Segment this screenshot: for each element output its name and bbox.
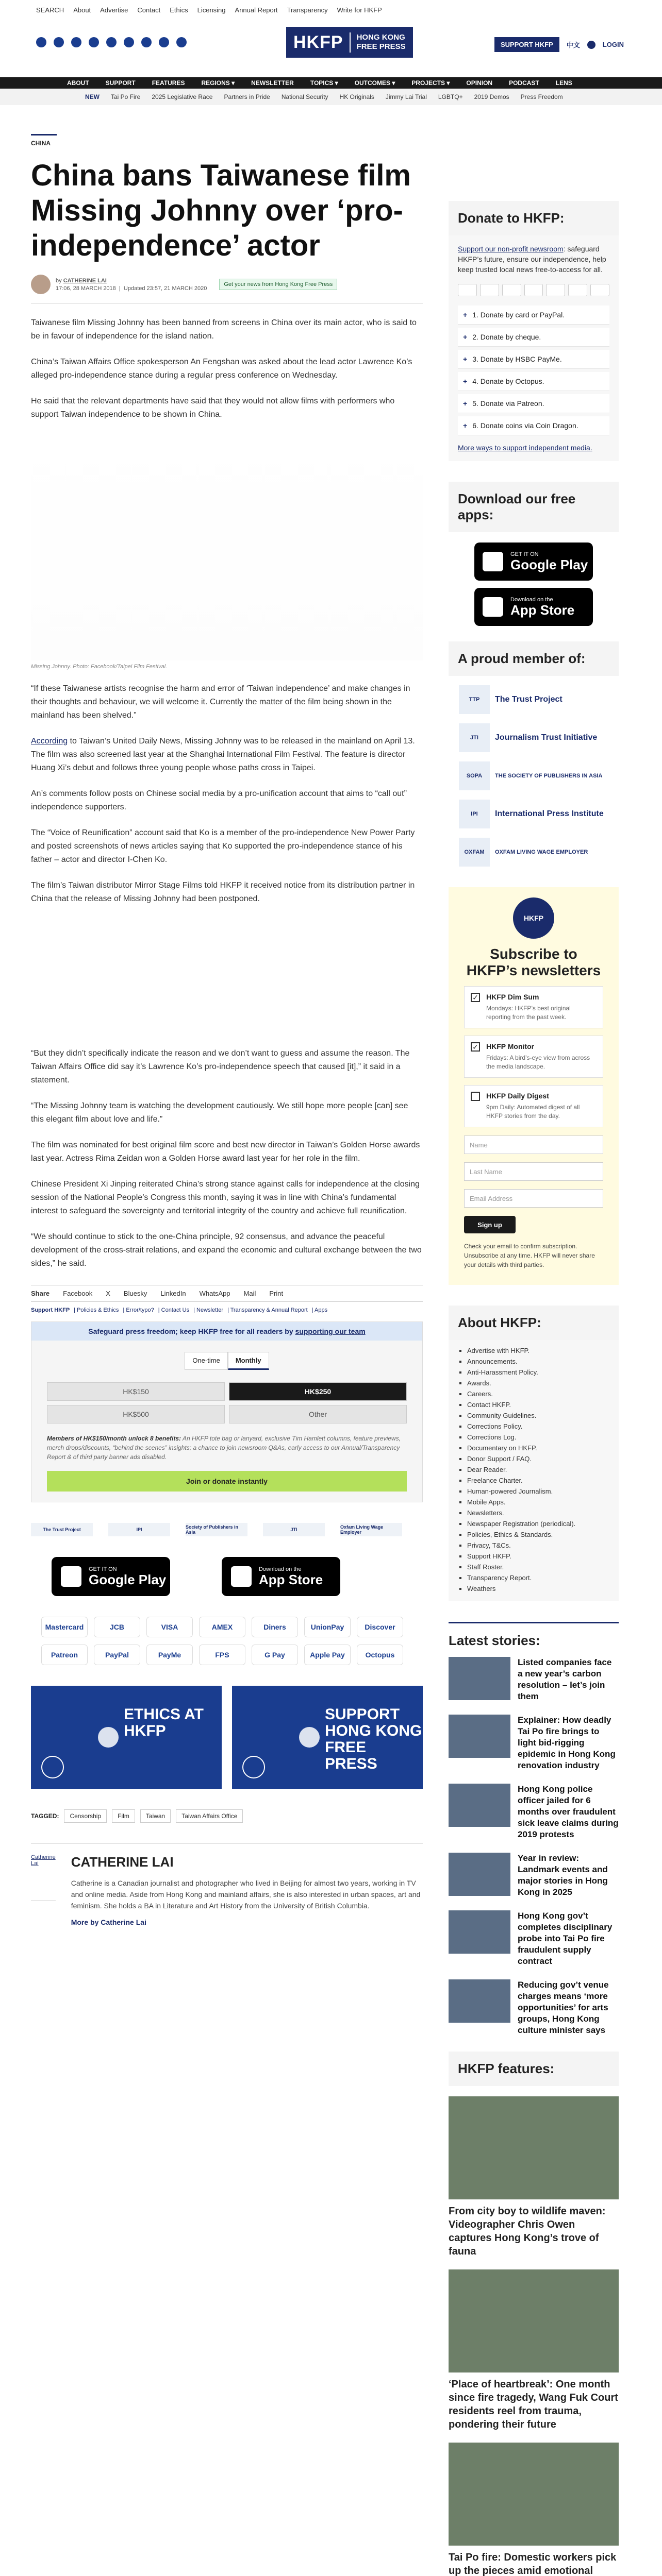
- util-link-licensing[interactable]: Licensing: [197, 6, 226, 14]
- payment-icon: UnionPay: [304, 1617, 351, 1637]
- category-link[interactable]: CHINA: [31, 134, 57, 147]
- amount-option-selected[interactable]: HK$250: [229, 1382, 407, 1401]
- feature-story[interactable]: From city boy to wildlife maven: Videographer Chris Owen captures Hong Kong’s trove of fauna: [449, 2096, 619, 2258]
- latest-story[interactable]: Hong Kong police officer jailed for 6 months over fraudulent sick leave claims during 2019 protests: [449, 1784, 619, 1840]
- util-link-transparency[interactable]: Transparency: [287, 6, 328, 14]
- trending-link[interactable]: National Security: [281, 93, 328, 100]
- trending-link[interactable]: 2025 Legislative Race: [152, 93, 213, 100]
- share-print[interactable]: Print: [269, 1290, 284, 1297]
- story-thumbnail: [449, 1853, 510, 1896]
- story-thumbnail: [449, 1910, 510, 1954]
- apps-title: Download our free apps:: [449, 482, 619, 532]
- promo-title: SUPPORT HONG KONG FREE PRESS: [325, 1706, 422, 1772]
- about-link[interactable]: ▪ Community Guidelines.: [467, 1410, 619, 1421]
- story-thumbnail: [449, 1715, 510, 1758]
- trending-bar: [0, 89, 662, 105]
- article-paragraph: Taiwanese film Missing Johnny has been banned from screens in China over its main actor, who is said to be in favour of independence for the island nation.: [31, 318, 417, 341]
- story-thumbnail: [449, 1657, 510, 1700]
- feature-image: [449, 2443, 619, 2546]
- plus-icon: +: [463, 377, 468, 385]
- article-tags: [31, 1809, 423, 1823]
- visa-icon: [480, 284, 499, 296]
- features-title: HKFP features:: [449, 2052, 619, 2086]
- tag-link[interactable]: Taiwan: [140, 1809, 171, 1823]
- footer-link[interactable]: Apps: [315, 1307, 328, 1313]
- util-link-about[interactable]: About: [73, 6, 91, 14]
- payment-icon: Diners: [252, 1617, 298, 1637]
- article-paragraph: “The Missing Johnny team is watching the development cautiously. We still hope more people [can] see this elegant film about love and life.”: [31, 1101, 408, 1124]
- trending-link[interactable]: HK Originals: [339, 93, 374, 100]
- util-link-contact[interactable]: Contact: [137, 6, 161, 14]
- feature-story[interactable]: ‘Place of heartbreak’: One month since fire tragedy, Wang Fuk Court residents reel from trauma, pondering their future: [449, 2269, 619, 2431]
- about-link[interactable]: ▪ Dear Reader.: [467, 1464, 619, 1475]
- nav-opinion[interactable]: OPINION: [466, 79, 493, 87]
- author-image[interactable]: Catherine Lai: [31, 1854, 56, 1901]
- article: [31, 134, 423, 1928]
- latest-story[interactable]: Explainer: How deadly Tai Po fire brings to light bid-rigging epidemic in Hong Kong renovation industry: [449, 1715, 619, 1771]
- share-bluesky[interactable]: Bluesky: [123, 1290, 147, 1297]
- logo-sub: HONG KONG FREE PRESS: [356, 33, 406, 51]
- apple-icon: [231, 1566, 252, 1587]
- last-name-field[interactable]: Last Name: [464, 1162, 603, 1181]
- trending-link[interactable]: Tai Po Fire: [111, 93, 141, 100]
- play-icon[interactable]: [98, 1727, 119, 1748]
- share-bar: [31, 1285, 423, 1302]
- amount-option[interactable]: HK$150: [47, 1382, 225, 1401]
- about-link[interactable]: ▪ Corrections Log.: [467, 1432, 619, 1443]
- amount-option[interactable]: Other: [229, 1405, 407, 1423]
- instagram-icon[interactable]: [71, 37, 81, 47]
- monthly-tab[interactable]: Monthly: [228, 1352, 269, 1370]
- support-promo[interactable]: [232, 1686, 423, 1789]
- partner-logo: JTI: [263, 1523, 325, 1536]
- mastercard-icon: [458, 284, 477, 296]
- bluesky-icon[interactable]: [159, 37, 169, 47]
- threads-icon[interactable]: [89, 37, 99, 47]
- article-footer-links: Support HKFP | Policies & Ethics | Error/typo? | Contact Us | Newsletter | Transparency & Annual Report | Apps: [31, 1307, 328, 1313]
- about-link[interactable]: ▪ Policies, Ethics & Standards.: [467, 1529, 619, 1540]
- ethics-promo[interactable]: [31, 1686, 222, 1789]
- feature-image: [449, 2096, 619, 2199]
- newsletter-option[interactable]: ✓ HKFP Monitor Fridays: A bird’s-eye view from across the media landscape.: [464, 1036, 603, 1078]
- amex-icon: [502, 284, 521, 296]
- latest-story[interactable]: Reducing gov’t venue charges means ‘more opportunities’ for arts groups, Hong Kong culture minister says: [449, 1979, 619, 2036]
- payment-icon: Mastercard: [41, 1617, 88, 1637]
- about-link[interactable]: ▪ Mobile Apps.: [467, 1497, 619, 1507]
- footer-link[interactable]: Contact Us: [161, 1307, 190, 1313]
- article-paragraph: The “Voice of Reunification” account said that Ko is a member of the pro-independence New Power Party and posted screenshots of news articles saying that Ko supported the pro-independence stance of his father – actor and director I-Chen Ko.: [31, 828, 415, 864]
- member-logo[interactable]: IPI International Press Institute: [459, 800, 619, 828]
- about-link[interactable]: ▪ Anti-Harassment Policy.: [467, 1367, 619, 1378]
- partner-logo: The Trust Project: [31, 1523, 93, 1536]
- newsletter-title: Subscribe to HKFP’s newsletters: [466, 946, 601, 978]
- x-icon[interactable]: [54, 37, 64, 47]
- unionpay-icon: [524, 284, 543, 296]
- about-link[interactable]: ▪ Privacy, T&Cs.: [467, 1540, 619, 1551]
- chinese-language-link[interactable]: 中文: [566, 41, 580, 49]
- payment-icon: FPS: [199, 1645, 245, 1665]
- feature-story[interactable]: Tai Po fire: Domestic workers pick up the pieces amid emotional: [449, 2443, 619, 2576]
- member-logo[interactable]: TTP The Trust Project: [459, 685, 619, 714]
- linkedin-icon[interactable]: [124, 37, 134, 47]
- donate-headline: Safeguard press freedom; keep HKFP free for all readers by supporting our team: [31, 1322, 422, 1341]
- partner-logos: [31, 1523, 423, 1536]
- about-link[interactable]: ▪ Human-powered Journalism.: [467, 1486, 619, 1497]
- about-title: About HKFP:: [449, 1306, 619, 1340]
- partner-logo: Society of Publishers in Asia: [186, 1523, 247, 1536]
- checkbox[interactable]: ✓: [471, 1042, 480, 1052]
- main-nav: [0, 77, 662, 89]
- tenth-anniversary-icon: [242, 1756, 265, 1778]
- footer-link[interactable]: Transparency & Annual Report: [230, 1307, 308, 1313]
- payment-icon: Octopus: [357, 1645, 403, 1665]
- latest-story[interactable]: Hong Kong gov’t completes disciplinary probe into Tai Po fire fraudulent supply contract: [449, 1910, 619, 1967]
- about-link[interactable]: ▪ Corrections Policy.: [467, 1421, 619, 1432]
- share-whatsapp[interactable]: WhatsApp: [199, 1290, 230, 1297]
- apple-icon: [483, 597, 503, 617]
- about-link[interactable]: ▪ Staff Roster.: [467, 1562, 619, 1572]
- about-link[interactable]: ▪ Support HKFP.: [467, 1551, 619, 1562]
- signup-button[interactable]: Sign up: [464, 1216, 516, 1233]
- footer-link[interactable]: Support HKFP: [31, 1307, 70, 1313]
- member-logos: [449, 685, 619, 867]
- apple-pay-icon: [590, 284, 609, 296]
- donate-option[interactable]: + 3. Donate by HSBC PayMe.: [458, 350, 609, 369]
- telegram-icon[interactable]: [141, 37, 152, 47]
- plus-icon: +: [463, 333, 468, 341]
- play-icon[interactable]: [299, 1727, 320, 1748]
- more-ways-link[interactable]: More ways to support independent media.: [458, 444, 592, 452]
- member-title: A proud member of:: [449, 641, 619, 676]
- whatsapp-news-button[interactable]: Get your news from Hong Kong Free Press: [219, 279, 337, 290]
- about-link[interactable]: ▪ Newsletters.: [467, 1507, 619, 1518]
- login-link[interactable]: LOGIN: [602, 41, 624, 48]
- trending-link[interactable]: Jimmy Lai Trial: [385, 93, 427, 100]
- support-newsroom-link[interactable]: Support our non-profit newsroom: [458, 245, 564, 253]
- nav-support[interactable]: SUPPORT: [105, 79, 136, 87]
- article-paragraph: According to Taiwan’s United Daily News, Missing Johnny was to be released in the mainland on April 13. The film was also screened last year at the Shanghai International Film Festival. The feature is director Huang Xi’s debut and follows three young people whose paths cross in Taipei.: [31, 737, 415, 772]
- site-header: [0, 0, 662, 77]
- article-paragraph: “But they didn’t specifically indicate the reason and we don’t want to guess and assume the reason. The Taiwan Affairs Office did say it’s Lawrence Ko’s pro-independence speech that caused [it],” it said in a statement.: [31, 1049, 410, 1084]
- facebook-icon[interactable]: [36, 37, 46, 47]
- footer-link[interactable]: Newsletter: [196, 1307, 223, 1313]
- util-link-write[interactable]: Write for HKFP: [337, 6, 382, 14]
- first-name-field[interactable]: Name: [464, 1136, 603, 1154]
- about-link[interactable]: ▪ Awards.: [467, 1378, 619, 1388]
- join-donate-button[interactable]: Join or donate instantly: [47, 1471, 407, 1492]
- donate-option[interactable]: + 4. Donate by Octopus.: [458, 372, 609, 391]
- partner-logo: IPI: [108, 1523, 170, 1536]
- tags-label: TAGGED:: [31, 1812, 59, 1820]
- util-link-advertise[interactable]: Advertise: [100, 6, 128, 14]
- amount-option[interactable]: HK$500: [47, 1405, 225, 1423]
- app-store-badges: [52, 1557, 423, 1596]
- sidebar-app-badges: [449, 532, 619, 626]
- article-paragraph: “We should continue to stick to the one-China principle, 92 consensus, and advance the peaceful development of the cross-strait relations, and expand the economic and cultural exchange between the two sides,” he said.: [31, 1232, 422, 1268]
- author-bio: Catherine is a Canadian journalist and photographer who lived in Beijing for almost two years, working in TV and online media. Aside from Hong Kong and mainland affairs, she is also interested in urban spaces, art and feminism. She holds a BA in Literature and Art History from the University of British Columbia.: [71, 1879, 421, 1910]
- author-box: [31, 1843, 423, 1928]
- user-icon[interactable]: [587, 41, 595, 49]
- author-link[interactable]: CATHERINE LAI: [63, 277, 107, 284]
- about-links: [449, 1340, 619, 1601]
- article-paragraph: An’s comments follow posts on Chinese social media by a pro-unification account that aims to “call out” independence supporters.: [31, 789, 407, 811]
- about-link[interactable]: ▪ Documentary on HKFP.: [467, 1443, 619, 1453]
- payment-methods: [41, 1617, 423, 1665]
- about-link[interactable]: ▪ Weathers: [467, 1583, 619, 1594]
- share-mail[interactable]: Mail: [243, 1290, 256, 1297]
- payment-icon: JCB: [94, 1617, 140, 1637]
- according-link[interactable]: According: [31, 737, 68, 745]
- checkbox[interactable]: [471, 1092, 480, 1101]
- donate-option[interactable]: + 6. Donate coins via Coin Dragon.: [458, 416, 609, 435]
- plus-icon: +: [463, 355, 468, 363]
- about-link[interactable]: ▪ Freelance Charter.: [467, 1475, 619, 1486]
- updated-date: Updated 23:57, 21 MARCH 2020: [123, 285, 207, 292]
- newsletter-signup: [449, 887, 619, 1285]
- frequency-toggle: [31, 1352, 422, 1370]
- plus-icon: +: [463, 421, 468, 430]
- util-link-ethics[interactable]: Ethics: [170, 6, 188, 14]
- footer-link[interactable]: Policies & Ethics: [77, 1307, 119, 1313]
- article-paragraph: He said that the relevant departments have said that they would not allow films with performers who support Taiwan independence to be shown in China.: [31, 397, 395, 419]
- donate-widget: [31, 1321, 423, 1502]
- nav-newsletter[interactable]: NEWSLETTER: [251, 79, 294, 87]
- publish-date: 17:06, 28 MARCH 2018: [56, 285, 116, 292]
- app-store-badge[interactable]: Download on the App Store: [474, 588, 593, 626]
- google-play-icon: [483, 552, 503, 571]
- support-hkfp-button[interactable]: SUPPORT HKFP: [494, 37, 559, 52]
- payment-icon: Patreon: [41, 1645, 88, 1665]
- donate-intro: Support our non-profit newsroom: safeguard HKFP’s future, ensure our independence, help keep trusted local news free-to-access for all.: [458, 245, 606, 274]
- nav-topics[interactable]: TOPICS ▾: [310, 79, 338, 87]
- donate-option[interactable]: + 5. Donate via Patreon.: [458, 394, 609, 413]
- newsletter-logo: HKFP: [513, 897, 554, 939]
- share-linkedin[interactable]: LinkedIn: [160, 1290, 186, 1297]
- logo-main: HKFP: [293, 32, 351, 53]
- article-quote: “If these Taiwanese artists recognise the harm and error of ‘Taiwan independence’ and make changes in their thoughts and behaviour, we will welcome it. Currently the matter of the film being shown in the mainland has been shelved.”: [31, 684, 410, 720]
- util-link-search[interactable]: SEARCH: [36, 6, 64, 14]
- payment-icon: PayMe: [146, 1645, 193, 1665]
- about-link[interactable]: ▪ Advertise with HKFP.: [467, 1345, 619, 1356]
- social-icons: [36, 37, 187, 47]
- plus-icon: +: [463, 311, 468, 319]
- youtube-icon[interactable]: [106, 37, 117, 47]
- newsletter-note: Check your email to confirm subscription. Unsubscribe at any time. HKFP will never share your details with third parties.: [464, 1243, 595, 1268]
- feature-image: [449, 2269, 619, 2372]
- about-link[interactable]: ▪ Contact HKFP.: [467, 1399, 619, 1410]
- author-name[interactable]: CATHERINE LAI: [71, 1854, 174, 1870]
- article-paragraph: The film was nominated for best original film score and best new director in Taiwan’s Golden Horse awards last year. Actress Rima Zeidan won a Golden Horse award last year for her role in the film.: [31, 1141, 420, 1163]
- donate-panel: [449, 235, 619, 461]
- promo-title: ETHICS AT HKFP: [124, 1706, 204, 1739]
- nav-outcomes[interactable]: OUTCOMES ▾: [354, 79, 395, 87]
- member-logo[interactable]: JTI Journalism Trust Initiative: [459, 723, 619, 752]
- tag-link[interactable]: Film: [112, 1809, 135, 1823]
- member-logo[interactable]: SOPA THE SOCIETY OF PUBLISHERS IN ASIA: [459, 761, 619, 790]
- nav-regions[interactable]: REGIONS ▾: [201, 79, 235, 87]
- more-by-author-link[interactable]: More by Catherine Lai: [71, 1918, 146, 1926]
- util-link-annual-report[interactable]: Annual Report: [235, 6, 278, 14]
- google-play-badge[interactable]: GET IT ON Google Play: [474, 543, 593, 581]
- donate-option[interactable]: + 1. Donate by card or PayPal.: [458, 306, 609, 325]
- trending-link[interactable]: 2019 Demos: [474, 93, 509, 100]
- about-link[interactable]: ▪ Announcements.: [467, 1356, 619, 1367]
- divider: [31, 303, 423, 304]
- about-link[interactable]: ▪ Transparency Report.: [467, 1572, 619, 1583]
- byline: by CATHERINE LAI 17:06, 28 MARCH 2018 | Updated 23:57, 21 MARCH 2020 Get your news from Hong Kong Free Press: [31, 275, 423, 294]
- tenth-anniversary-icon: [41, 1756, 64, 1778]
- author-avatar: [31, 275, 51, 294]
- article-paragraph: Chinese President Xi Jinping reiterated China’s strong stance against calls for independence at the closing session of the National People’s Congress this month, saying it was in line with China’s fundamental interest to safeguard the sovereignty and territorial integrity of the country and achieve full reunification.: [31, 1180, 420, 1215]
- sidebar: [449, 201, 619, 2576]
- about-link[interactable]: ▪ Careers.: [467, 1388, 619, 1399]
- story-thumbnail: [449, 1784, 510, 1827]
- google-play-badge[interactable]: GET IT ON Google Play: [52, 1557, 170, 1596]
- donate-option[interactable]: + 2. Donate by cheque.: [458, 328, 609, 347]
- about-link[interactable]: ▪ Donor Support / FAQ.: [467, 1453, 619, 1464]
- latest-story[interactable]: Listed companies face a new year’s carbon resolution – let’s join them: [449, 1657, 619, 1702]
- share-facebook[interactable]: Facebook: [63, 1290, 93, 1297]
- payment-icon: Discover: [357, 1617, 403, 1637]
- article-paragraph: The film’s Taiwan distributor Mirror Stage Films told HKFP it received notice from its distribution partner in China that the release of Missing Johnny had been postponed.: [31, 881, 415, 903]
- tag-link[interactable]: Censorship: [64, 1809, 107, 1823]
- donate-headline-link[interactable]: supporting our team: [295, 1327, 366, 1335]
- promo-videos: [31, 1686, 423, 1789]
- ad-space: [31, 906, 423, 1035]
- nav-features[interactable]: FEATURES: [152, 79, 185, 87]
- latest-story[interactable]: Year in review: Landmark events and major stories in Hong Kong in 2025: [449, 1853, 619, 1898]
- latest-title: Latest stories:: [449, 1622, 619, 1649]
- article-paragraph: China’s Taiwan Affairs Office spokesperson An Fengshan was asked about the lead actor Lawrence Ko’s alleged pro-independence stance during a regular press conference on Wednesday.: [31, 358, 412, 380]
- newsletter-option[interactable]: HKFP Daily Digest 9pm Daily: Automated digest of all HKFP stories from the day.: [464, 1085, 603, 1127]
- nav-projects[interactable]: PROJECTS ▾: [411, 79, 450, 87]
- tag-link[interactable]: Taiwan Affairs Office: [176, 1809, 243, 1823]
- trending-link[interactable]: LGBTQ+: [438, 93, 463, 100]
- checkbox[interactable]: ✓: [471, 993, 480, 1002]
- members-benefits-note: Members of HK$150/month unlock 8 benefits: An HKFP tote bag or lanyard, exclusive Tim Hamlett columns, feature previews, merch drops/discounts, “behind the scenes” insights; a chance to join newsroom Q&As, early access to our Annual/Transparency Report & of third party banner ads disabled.: [47, 1435, 401, 1461]
- plus-icon: +: [463, 399, 468, 408]
- email-field[interactable]: Email Address: [464, 1189, 603, 1208]
- utility-links: [36, 6, 382, 14]
- new-label: NEW: [85, 93, 100, 100]
- payment-icon: G Pay: [252, 1645, 298, 1665]
- app-store-badge[interactable]: Download on the App Store: [222, 1557, 340, 1596]
- photo-caption: Missing Johnny. Photo: Facebook/Taipei Film Festival.: [31, 664, 168, 670]
- share-x[interactable]: X: [106, 1290, 110, 1297]
- paypal-icon: [568, 284, 587, 296]
- payment-icon: AMEX: [199, 1617, 245, 1637]
- payment-icon: PayPal: [94, 1645, 140, 1665]
- google-play-icon: [61, 1566, 81, 1587]
- hkfp-logo[interactable]: [286, 27, 413, 58]
- member-logo[interactable]: OXFAM OXFAM LIVING WAGE EMPLOYER: [459, 838, 619, 867]
- whatsapp-icon[interactable]: [176, 37, 187, 47]
- latest-stories: [449, 1657, 619, 2036]
- byline-by: by: [56, 277, 62, 284]
- donation-amounts: [47, 1382, 407, 1423]
- trending-link[interactable]: Press Freedom: [520, 93, 563, 100]
- partner-logo: Oxfam Living Wage Employer: [340, 1523, 402, 1536]
- payment-icon: Apple Pay: [304, 1645, 351, 1665]
- newsletter-option[interactable]: ✓ HKFP Dim Sum Mondays: HKFP’s best original reporting from the past week.: [464, 986, 603, 1028]
- card-icons: [458, 284, 609, 296]
- nav-about[interactable]: ABOUT: [67, 79, 89, 87]
- jcb-icon: [546, 284, 565, 296]
- nav-podcast[interactable]: PODCAST: [509, 79, 539, 87]
- article-title: China bans Taiwanese film Missing Johnny over ‘pro-independence’ actor: [31, 159, 411, 262]
- payment-icon: VISA: [146, 1617, 193, 1637]
- article-photo: [31, 434, 423, 660]
- about-link[interactable]: ▪ Newspaper Registration (periodical).: [467, 1518, 619, 1529]
- header-actions: [494, 36, 626, 53]
- share-label: Share: [31, 1290, 50, 1297]
- trending-link[interactable]: Partners in Pride: [224, 93, 270, 100]
- nav-lens[interactable]: LENS: [555, 79, 572, 87]
- footer-link[interactable]: Error/typo?: [126, 1307, 154, 1313]
- one-time-tab[interactable]: One-time: [185, 1352, 227, 1370]
- story-thumbnail: [449, 1979, 510, 2023]
- donate-title: Donate to HKFP:: [449, 201, 619, 235]
